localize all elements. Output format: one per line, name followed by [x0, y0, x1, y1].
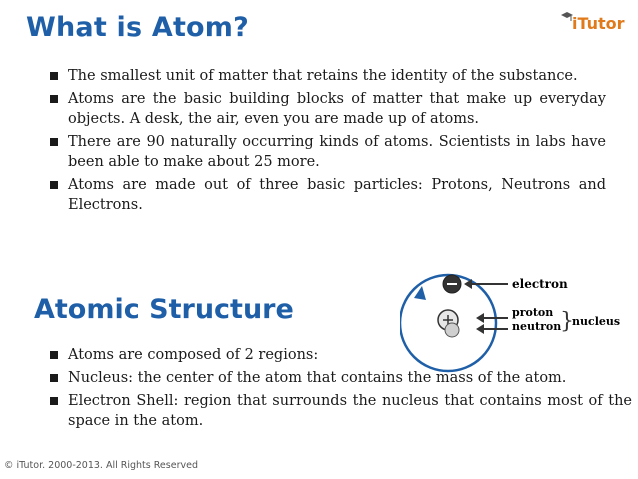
list-item [40, 132, 606, 172]
intro-bullet-list [40, 66, 606, 218]
bullet-square-icon [50, 397, 58, 405]
section-title: Atomic Structure [34, 294, 294, 325]
list-item [40, 368, 632, 388]
bullet-square-icon [50, 181, 58, 189]
proton-label: proton [512, 306, 554, 319]
bullet-square-icon [50, 351, 58, 359]
bullet-text: Atoms are the basic building blocks of matter that make up everyday objects. A desk, the air, even you are made up of atoms. [68, 91, 606, 127]
bullet-square-icon [50, 138, 58, 146]
copyright-footer: © iTutor. 2000-2013. All Rights Reserved [4, 460, 198, 471]
list-item [40, 391, 632, 431]
bullet-text: There are 90 naturally occurring kinds of atoms. Scientists in labs have been able to make about 25 more. [68, 134, 606, 170]
bullet-text: Atoms are made out of three basic particles: Protons, Neutrons and Electrons. [68, 177, 606, 213]
bullet-text: The smallest unit of matter that retains the identity of the substance. [68, 68, 578, 84]
list-item [40, 66, 606, 86]
bullet-square-icon [50, 374, 58, 382]
neutron-label: neutron [512, 320, 562, 333]
structure-bullet-list [40, 345, 632, 434]
bullet-square-icon [50, 95, 58, 103]
bullet-text: Atoms are composed of 2 regions: [68, 347, 319, 363]
list-item [40, 345, 632, 365]
list-item [40, 89, 606, 129]
nucleus-label: nucleus [572, 315, 621, 328]
nucleus-brace: } [560, 309, 574, 334]
bullet-text: Nucleus: the center of the atom that contains the mass of the atom. [68, 370, 567, 386]
logo-text: iTutor [572, 14, 625, 33]
electron-label: electron [512, 277, 568, 291]
slide-title: What is Atom? [26, 12, 250, 43]
neutron-icon [445, 323, 459, 337]
itutor-logo [560, 8, 636, 36]
list-item [40, 175, 606, 215]
bullet-square-icon [50, 72, 58, 80]
bullet-text: Electron Shell: region that surrounds the nucleus that contains most of the space in the atom. [68, 393, 632, 429]
